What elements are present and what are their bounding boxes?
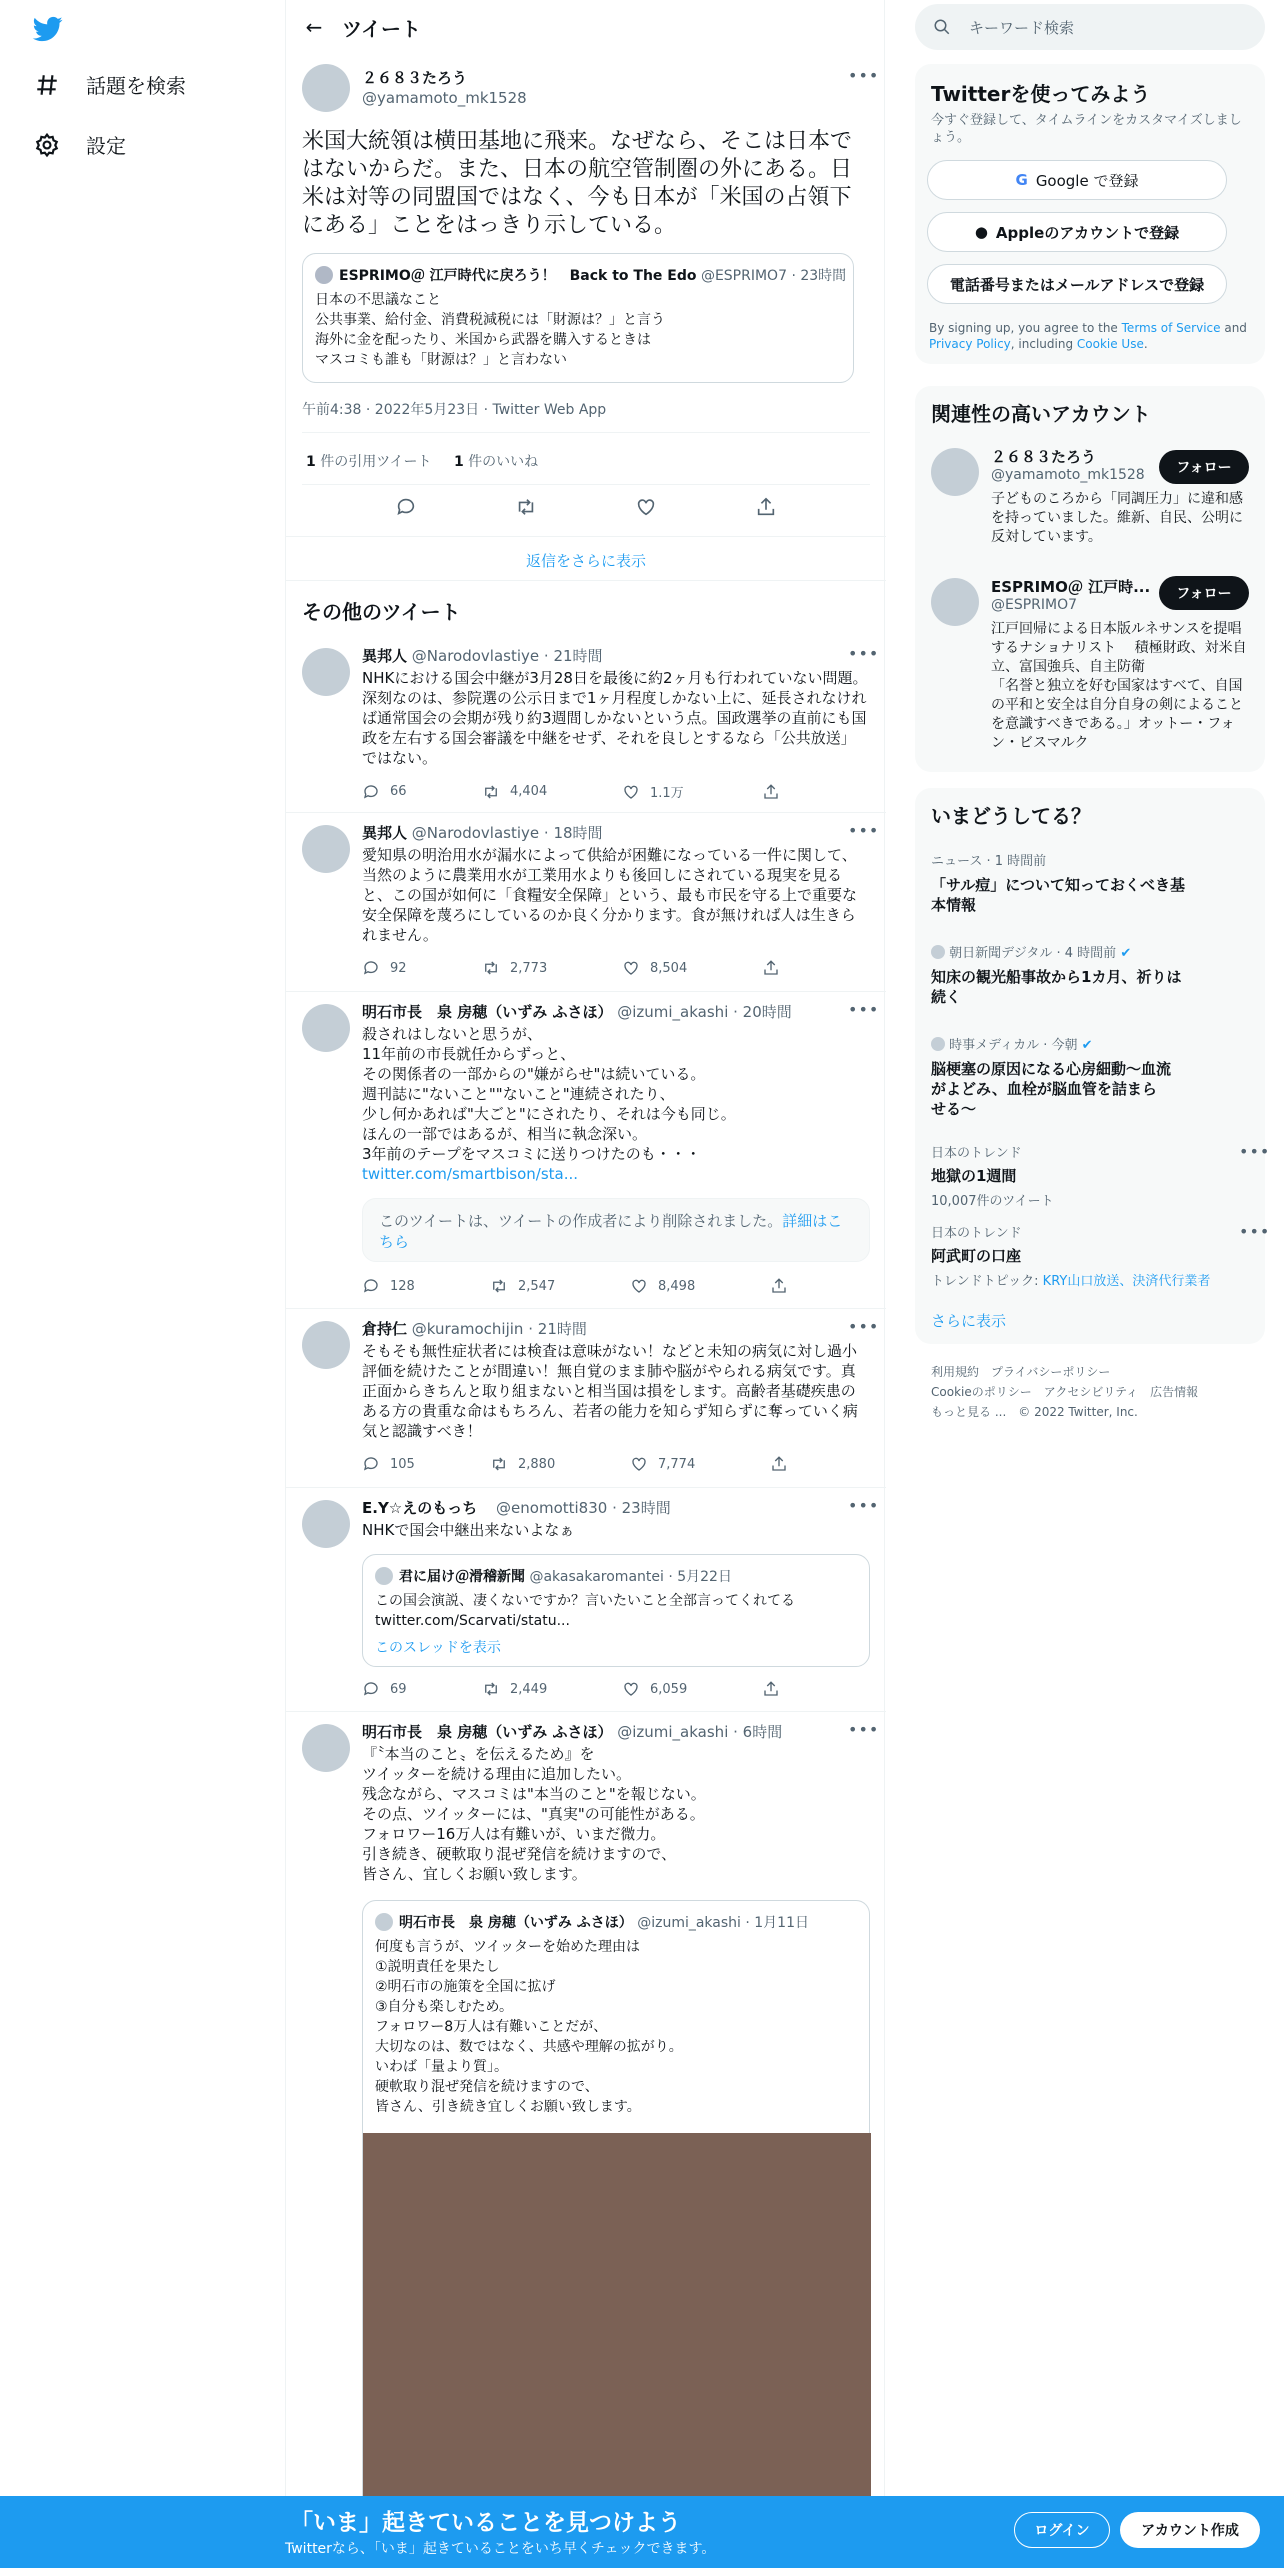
reply-icon bbox=[362, 959, 380, 977]
main-column bbox=[285, 0, 885, 2568]
like-icon bbox=[622, 1680, 640, 1698]
twitter-logo-icon[interactable] bbox=[30, 14, 66, 44]
reply-count: 105 bbox=[390, 1456, 415, 1472]
trend-topic-label: トレンドトピック: bbox=[931, 1274, 1043, 1289]
tweet-link[interactable]: twitter.com/smartbison/sta... bbox=[362, 1165, 579, 1183]
like-icon bbox=[630, 1455, 648, 1473]
quote-avatar bbox=[375, 1567, 393, 1585]
nav-explore-label: 話題を検索 bbox=[86, 74, 186, 98]
like-icon bbox=[622, 783, 640, 801]
retweet-icon[interactable] bbox=[515, 496, 537, 518]
tweet-author-handle[interactable]: @Narodovlastiye bbox=[411, 824, 540, 842]
account-bio: 子どものころから「同調圧力」に違和感を持っていました。維新、自民、公明に反対しています。 bbox=[991, 491, 1243, 545]
tweet-item[interactable] bbox=[286, 813, 886, 991]
show-more-replies-link[interactable]: 返信をさらに表示 bbox=[525, 552, 646, 570]
reply-icon bbox=[362, 1277, 380, 1295]
related-title: 関連性の高いアカウント bbox=[931, 402, 1151, 426]
learn-more-link[interactable]: 詳細はこちら bbox=[379, 1212, 843, 1251]
tweet-author-handle[interactable]: @Narodovlastiye bbox=[411, 647, 540, 665]
avatar[interactable] bbox=[302, 64, 350, 112]
like-count: 6,059 bbox=[650, 1681, 688, 1697]
tweet-time[interactable]: · 18時間 bbox=[543, 824, 603, 842]
reply-button[interactable] bbox=[362, 1277, 490, 1295]
avatar[interactable] bbox=[302, 1724, 350, 1772]
tweet-time[interactable]: · 21時間 bbox=[528, 1320, 587, 1338]
reply-button[interactable] bbox=[362, 782, 482, 801]
verified-icon: ✔ bbox=[1081, 1038, 1093, 1053]
account-name[interactable]: ２６８３たろう bbox=[991, 448, 1097, 466]
retweet-count: 2,773 bbox=[510, 960, 548, 976]
tweet-author-name[interactable]: 異邦人 bbox=[362, 647, 408, 665]
retweet-count: 2,547 bbox=[518, 1278, 556, 1294]
reply-button[interactable] bbox=[362, 959, 482, 977]
tweet-time[interactable]: · 21時間 bbox=[543, 647, 603, 665]
reply-count: 66 bbox=[390, 784, 407, 799]
apple-signup-label: Appleのアカウントで登録 bbox=[995, 223, 1180, 242]
trend-text: 阿武町の口座 bbox=[931, 1247, 1022, 1265]
deleted-tweet-notice bbox=[362, 1198, 870, 1262]
retweet-count: 2,880 bbox=[518, 1456, 556, 1472]
quote-author-name: 君に届け＠滑稽新聞 bbox=[399, 1569, 525, 1585]
more-icon[interactable]: ••• bbox=[848, 821, 880, 840]
tweet-time[interactable]: · 20時間 bbox=[733, 1003, 792, 1021]
avatar[interactable] bbox=[931, 448, 979, 496]
retweet-icon bbox=[490, 1455, 508, 1473]
tweet-text: 『〝本当のこと〟を伝えるため』を ツイッターを続ける理由に追加したい。 残念ながら、マスコミは"本当のこと"を報じない。 その点、ツイッターには、"真実"の可能性がある。 フォロワー16万人は有難いが、いまだ微力。 引き続き、硬軟取り混ぜ発信を続けますので、 皆さん、宜しくお願い致します。 bbox=[362, 1745, 706, 1883]
quote-text: この国会演説、凄くないですか？言いたいこと全部言ってくれてる twitter.com/Scarvati/statu... bbox=[375, 1593, 795, 1629]
tweet-text: そもそも無性症状者には検査は意味がない！などと未知の病気に対し過小評価を続けたことが間違い！無自覚のまま肺や脳がやられる病気です。真正面からきちんと取り組まないと相当国は損をします。高齢者基礎疾患のある方の貴重な命はもちろん、若者の能力を知らず知らずに奪っていく病気と認識すべき！ bbox=[362, 1342, 858, 1440]
avatar[interactable] bbox=[302, 1004, 350, 1052]
tweet-item[interactable] bbox=[286, 636, 886, 812]
terms-link[interactable]: Terms of Service bbox=[1121, 321, 1221, 335]
more-icon[interactable]: ••• bbox=[848, 644, 880, 663]
retweet-button[interactable] bbox=[490, 1455, 630, 1473]
quote-tweet-count[interactable]: 1 件の引用ツイート bbox=[306, 454, 432, 470]
author-handle[interactable]: @yamamoto_mk1528 bbox=[362, 89, 527, 107]
account-bio: 江戸回帰による日本版ルネサンスを提唱するナショナリスト 積極財政、対米自立、富国強兵、自主防衛 「名誉と独立を好む国家はすべて、自国の平和と安全は自分自身の剣によることを意識すべきである。」オットー・フォン・ビスマルク bbox=[991, 621, 1247, 751]
signup-panel bbox=[915, 64, 1265, 364]
quote-time: · 1月11日 bbox=[745, 1915, 809, 1931]
cookie-link[interactable]: Cookie Use bbox=[1076, 337, 1144, 351]
avatar[interactable] bbox=[302, 648, 350, 696]
like-button[interactable] bbox=[630, 1277, 770, 1295]
share-button[interactable] bbox=[762, 782, 780, 801]
tweet-author-name[interactable]: 明石市長 泉 房穂（いずみ ふさほ） bbox=[362, 1723, 613, 1741]
follow-button[interactable]: フォロー bbox=[1159, 450, 1249, 484]
retweet-button[interactable] bbox=[490, 1277, 630, 1295]
share-button[interactable] bbox=[762, 1680, 780, 1698]
more-icon[interactable]: ••• bbox=[1239, 1222, 1271, 1241]
quote-text: 日本の不思議なこと 公共事業、給付金、消費税減税には「財源は？」と言う 海外に金を配ったり、米国から武器を購入するときは マスコミも誰も「財源は？」と言わない bbox=[315, 292, 665, 368]
tweet-text: 殺されはしないと思うが、 11年前の市長就任からずっと、 その関係者の一部からの"嫌がらせ"は続いている。 週刊誌に"ないこと""ないこと"連続されたり、 少し何かあれば"大ごと"にされたり、それは今も同じ。 ほんの一部ではあるが、相当に執念深い。 3年前のテープをマスコミに送りつけたのも・・・ bbox=[362, 1025, 736, 1163]
reply-button[interactable] bbox=[362, 1455, 490, 1473]
bottom-signup-bar bbox=[0, 2496, 1284, 2568]
tweet-time[interactable]: · 23時間 bbox=[612, 1499, 671, 1517]
more-icon[interactable]: ••• bbox=[848, 1720, 880, 1739]
share-icon bbox=[762, 1680, 780, 1698]
tweet-item[interactable] bbox=[286, 1712, 886, 2496]
like-button[interactable] bbox=[622, 959, 762, 977]
google-icon: G bbox=[1015, 171, 1028, 189]
reply-icon[interactable] bbox=[395, 496, 417, 518]
terms-text: By signing up, you agree to the Terms of Service and Privacy Policy, including Cookie Use. bbox=[929, 321, 1247, 351]
retweet-icon bbox=[482, 783, 500, 801]
share-icon[interactable] bbox=[755, 496, 777, 518]
like-button[interactable] bbox=[630, 1455, 770, 1473]
bottom-bar-title: 「いま」起きていることを見つけよう bbox=[290, 2510, 681, 2536]
show-thread-link[interactable]: このスレッドを表示 bbox=[375, 1640, 501, 1656]
tweet-author-name[interactable]: 倉持仁 bbox=[362, 1320, 408, 1338]
reply-icon bbox=[362, 783, 380, 801]
quote-avatar bbox=[375, 1913, 393, 1931]
quote-image[interactable] bbox=[363, 2133, 871, 2533]
retweet-button[interactable] bbox=[482, 959, 622, 977]
trend-item[interactable] bbox=[931, 942, 1251, 1007]
bottom-bar-subtitle: Twitterなら、「いま」起きていることをいち早くチェックできます。 bbox=[285, 2541, 716, 2557]
like-count: 8,504 bbox=[650, 960, 688, 976]
trend-text: 脳梗塞の原因になる心房細動～血流がよどみ、血栓が脳血管を詰まらせる～ bbox=[931, 1060, 1172, 1118]
google-signup-button[interactable] bbox=[927, 160, 1227, 200]
main-tweet-actions bbox=[286, 496, 886, 518]
avatar[interactable] bbox=[931, 578, 979, 626]
reply-icon bbox=[362, 1455, 380, 1473]
tweet-timestamp: 午前4:38 · 2022年5月23日 · Twitter Web App bbox=[302, 402, 607, 418]
like-button[interactable] bbox=[622, 782, 762, 801]
nav-settings[interactable] bbox=[34, 130, 126, 159]
avatar[interactable] bbox=[302, 1500, 350, 1548]
quote-author-handle: @ESPRIMO7 bbox=[700, 268, 787, 284]
quote-time: 23時間 bbox=[800, 268, 847, 284]
retweet-icon bbox=[482, 1680, 500, 1698]
search-bar[interactable] bbox=[915, 4, 1265, 50]
publisher-avatar bbox=[931, 1037, 945, 1051]
nav-explore[interactable] bbox=[34, 70, 186, 99]
publisher-avatar bbox=[931, 945, 945, 959]
tweet-author-name[interactable]: E.Y☆えのもっち bbox=[362, 1499, 478, 1517]
retweet-icon bbox=[490, 1277, 508, 1295]
share-icon bbox=[770, 1455, 788, 1473]
phone-signup-label: 電話番号またはメールアドレスで登録 bbox=[949, 275, 1205, 294]
tweet-author-handle[interactable]: @kuramochijin bbox=[411, 1320, 524, 1338]
login-button[interactable]: ログイン bbox=[1014, 2512, 1110, 2548]
share-icon bbox=[762, 783, 780, 801]
tweet-text: NHKにおける国会中継が3月28日を最後に約2ヶ月も行われていない問題。深刻なのは、参院選の公示日まで1ヶ月程度しかない上に、延長されなければ通常国会の会期が残り約3週間しかないという点。国政選挙の直前にも国政を左右する国会審議を中継をせず、それを良しとするなら「公共放送」ではない。 bbox=[362, 669, 868, 767]
tweet-text: 米国大統領は横田基地に飛来。なぜなら、そこは日本ではないからだ。また、日本の航空管制圏の外にある。日米は対等の同盟国ではなく、今も日本が「米国の占領下にある」ことをはっきり示している。 bbox=[302, 129, 853, 238]
footer-line[interactable]: Cookieのポリシー アクセシビリティ 広告情報 bbox=[931, 1385, 1199, 1399]
trend-text: 地獄の1週間 bbox=[931, 1167, 1017, 1185]
account-item[interactable] bbox=[915, 442, 1265, 562]
trend-topic-link[interactable]: KRY山口放送、決済代行業者 bbox=[1042, 1274, 1211, 1289]
trend-item[interactable] bbox=[931, 1222, 1271, 1289]
retweet-button[interactable] bbox=[482, 782, 622, 801]
footer-line[interactable]: 利用規約 プライバシーポリシー bbox=[931, 1365, 1111, 1379]
trend-meta: ニュース · 1 時間前 bbox=[931, 854, 1047, 869]
account-name[interactable]: ESPRIMO＠ 江戸時... bbox=[991, 578, 1151, 596]
trends-title: いまどうしてる？ bbox=[931, 804, 1091, 828]
trend-meta: 日本のトレンド bbox=[931, 1226, 1022, 1241]
show-more-trends-link[interactable]: さらに表示 bbox=[931, 1312, 1007, 1330]
trend-meta: 日本のトレンド bbox=[931, 1146, 1022, 1161]
account-handle[interactable]: @ESPRIMO7 bbox=[991, 597, 1078, 613]
more-icon[interactable]: ••• bbox=[848, 1000, 880, 1019]
nav-settings-label: 設定 bbox=[86, 134, 126, 158]
like-count: 8,498 bbox=[658, 1278, 696, 1294]
search-input[interactable]: キーワード検索 bbox=[969, 18, 1075, 37]
retweet-count: 2,449 bbox=[510, 1681, 548, 1697]
quoted-tweet[interactable] bbox=[362, 1900, 870, 2520]
tweet-author-handle[interactable]: @izumi_akashi bbox=[617, 1003, 729, 1021]
trend-meta: 時事メディカル · 今朝 bbox=[949, 1038, 1078, 1053]
like-count: 1.1万 bbox=[650, 786, 684, 801]
like-icon[interactable] bbox=[635, 496, 657, 518]
footer-links[interactable] bbox=[931, 1362, 1198, 1422]
reply-button[interactable] bbox=[362, 1680, 482, 1698]
back-arrow-icon[interactable]: ← bbox=[305, 15, 323, 39]
trend-text: 「サル痘」について知っておくべき基本情報 bbox=[931, 876, 1185, 914]
verified-icon: ✔ bbox=[1120, 946, 1132, 961]
tweet-author-name[interactable]: 異邦人 bbox=[362, 824, 408, 842]
tweet-time[interactable]: · 6時間 bbox=[733, 1723, 783, 1741]
trend-tweet-count: 10,007件のツイート bbox=[931, 1194, 1054, 1209]
quote-author-name: ESPRIMO＠ 江戸時代に戻ろう！ Back to The Edo bbox=[339, 268, 697, 284]
retweet-count: 4,404 bbox=[510, 784, 548, 799]
quote-time: · 5月22日 bbox=[668, 1569, 732, 1585]
privacy-link[interactable]: Privacy Policy bbox=[929, 337, 1011, 351]
more-icon[interactable]: ••• bbox=[848, 66, 880, 85]
related-accounts-panel bbox=[915, 386, 1265, 772]
reply-count: 128 bbox=[390, 1278, 415, 1294]
more-icon[interactable]: ••• bbox=[848, 1496, 880, 1515]
reply-count: 92 bbox=[390, 960, 407, 976]
trend-item[interactable] bbox=[931, 1142, 1271, 1209]
phone-signup-button[interactable] bbox=[927, 264, 1227, 304]
apple-signup-button[interactable] bbox=[927, 212, 1227, 252]
quoted-tweet[interactable]: ESPRIMO＠ 江戸時代に戻ろう！ Back to The Edo @ESPRIMO7 · 23時間 日本の不思議なこと 公共事業、給付金、消費税減税には「財源は？」と言う 海外に金を配ったり、米国から武器を購入するときは マスコミも誰も「財源は？」と言わない bbox=[302, 253, 854, 383]
tweet-author-name[interactable]: 明石市長 泉 房穂（いずみ ふさほ） bbox=[362, 1003, 613, 1021]
trend-item[interactable] bbox=[931, 850, 1251, 915]
tweet-text: NHKで国会中継出来ないよなぁ bbox=[362, 1521, 575, 1539]
tweet-author-handle[interactable]: @enomotti830 bbox=[496, 1499, 608, 1517]
quote-avatar bbox=[315, 266, 333, 284]
quoted-tweet[interactable] bbox=[362, 1554, 870, 1667]
reply-icon bbox=[362, 1680, 380, 1698]
like-icon bbox=[622, 959, 640, 977]
trend-meta: 朝日新聞デジタル · 4 時間前 bbox=[949, 946, 1117, 961]
apple-icon: ● bbox=[974, 223, 988, 241]
search-icon bbox=[933, 18, 951, 36]
tweet-text: 愛知県の明治用水が漏水によって供給が困難になっている一件に関して、当然のように農業用水が工業用水よりも後回しにされている現実を見ると、この国が如何に「食糧安全保障」という、最も市民を守る上で重要な安全保障を蔑ろにしているのか良く分かります。食が無ければ人は生きられません。 bbox=[362, 846, 858, 944]
avatar[interactable] bbox=[302, 825, 350, 873]
share-button[interactable] bbox=[762, 959, 780, 977]
quote-text: 何度も言うが、ツイッターを始めた理由は ①説明責任を果たし ②明石市の施策を全国に拡げ ③自分も楽しむため。 フォロワー8万人は有難いことだが、 大切なのは、数ではなく、共感や理解の拡がり。 いわば「量より質」。 硬軟取り混ぜ発信を続けますので、 皆さん、引き続き宜しくお願い致します。 bbox=[375, 1939, 683, 2115]
signup-subtitle: 今すぐ登録して、タイムラインをカスタマイズしましょう。 bbox=[931, 113, 1242, 145]
tweet-author-handle[interactable]: @izumi_akashi bbox=[617, 1723, 729, 1741]
footer-line[interactable]: もっと見る ... © 2022 Twitter, Inc. bbox=[931, 1405, 1138, 1419]
more-icon[interactable]: ••• bbox=[848, 1317, 880, 1336]
tweet-stats bbox=[306, 451, 538, 471]
quote-author-handle: @akasakaromantei bbox=[529, 1569, 664, 1585]
follow-button[interactable]: フォロー bbox=[1159, 576, 1249, 610]
share-icon bbox=[770, 1277, 788, 1295]
quote-author-name: 明石市長 泉 房穂（いずみ ふさほ） bbox=[399, 1915, 633, 1931]
trends-panel bbox=[915, 788, 1271, 1344]
page-title: ツイート bbox=[342, 16, 421, 41]
page-header bbox=[286, 0, 886, 54]
like-count[interactable]: 1 件のいいね bbox=[453, 454, 539, 470]
gear-icon bbox=[34, 132, 60, 158]
like-button[interactable] bbox=[622, 1680, 762, 1698]
signup-title: Twitterを使ってみよう bbox=[931, 82, 1151, 106]
tweet-item[interactable] bbox=[286, 1488, 886, 1711]
deleted-notice-text: このツイートは、ツイートの作成者により削除されました。 bbox=[379, 1212, 783, 1230]
more-icon[interactable]: ••• bbox=[1239, 1142, 1271, 1161]
account-handle[interactable]: @yamamoto_mk1528 bbox=[991, 467, 1145, 483]
google-signup-label: Google で登録 bbox=[1035, 171, 1139, 190]
trend-item[interactable] bbox=[931, 1034, 1251, 1119]
share-icon bbox=[762, 959, 780, 977]
like-count: 7,774 bbox=[658, 1456, 696, 1472]
trend-text: 知床の観光船事故から1カ月、祈りは続く bbox=[931, 968, 1182, 1006]
share-button[interactable] bbox=[770, 1277, 788, 1295]
like-icon bbox=[630, 1277, 648, 1295]
share-button[interactable] bbox=[770, 1455, 788, 1473]
quote-author-handle: @izumi_akashi bbox=[637, 1915, 741, 1931]
reply-count: 69 bbox=[390, 1681, 407, 1697]
hashtag-icon bbox=[34, 72, 60, 98]
retweet-button[interactable] bbox=[482, 1680, 622, 1698]
retweet-icon bbox=[482, 959, 500, 977]
section-title: その他のツイート bbox=[302, 600, 461, 624]
account-item[interactable] bbox=[915, 572, 1265, 762]
tweet-item[interactable] bbox=[286, 1309, 886, 1487]
author-name[interactable]: ２６８３たろう bbox=[362, 69, 468, 87]
tweet-item[interactable] bbox=[286, 992, 886, 1308]
avatar[interactable] bbox=[302, 1321, 350, 1369]
signup-button[interactable]: アカウント作成 bbox=[1120, 2512, 1260, 2548]
